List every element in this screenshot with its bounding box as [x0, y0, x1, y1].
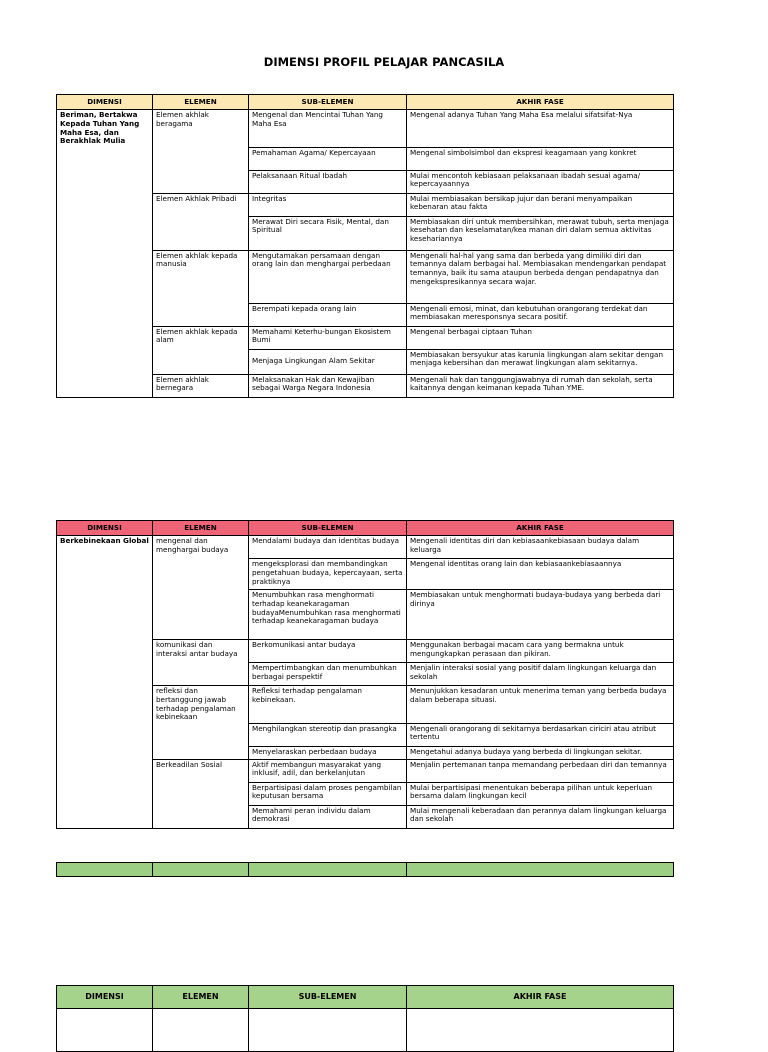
- elemen-cell: [153, 559, 249, 590]
- header-akhir-fase: AKHIR FASE: [407, 986, 674, 1009]
- akhir-fase-cell: Menjalin interaksi sosial yang positif dalam lingkungan keluarga dan sekolah: [407, 663, 674, 686]
- akhir-fase-cell: Mengenali identitas diri dan kebiasaankebiasaan budaya dalam keluarga: [407, 536, 674, 559]
- akhir-fase-cell: Mulai berpartisipasi menentukan beberapa pilihan untuk keperluan bersama dalam lingkungan kecil: [407, 782, 674, 805]
- sub-elemen-cell: mengeksplorasi dan membandingkan pengetahuan budaya, kepercayaan, serta praktiknya: [249, 559, 407, 590]
- dimension-cell: [57, 559, 153, 590]
- header-dimensi: DIMENSI: [57, 986, 153, 1009]
- table-row: [57, 1009, 674, 1052]
- elemen-cell: Berkeadilan Sosial: [153, 759, 249, 782]
- elemen-cell: Elemen Akhlak Pribadi: [153, 193, 249, 216]
- sub-elemen-cell: Memahami Keterhu-bungan Ekosistem Bumi: [249, 326, 407, 349]
- akhir-fase-cell: [407, 1009, 674, 1052]
- akhir-fase-cell: Mulai mengenali keberadaan dan perannya dalam lingkungan keluarga dan sekolah: [407, 805, 674, 828]
- elemen-cell: [153, 1009, 249, 1052]
- sub-elemen-cell: Mendalami budaya dan identitas budaya: [249, 536, 407, 559]
- elemen-cell: Elemen akhlak beragama: [153, 110, 249, 148]
- sub-elemen-cell: Refleksi terhadap pengalaman kebinekaan.: [249, 686, 407, 724]
- sub-elemen-cell: Integritas: [249, 193, 407, 216]
- table-row: [57, 686, 674, 724]
- table-row: [57, 536, 674, 559]
- table-row: [57, 590, 674, 640]
- table-row: [57, 782, 674, 805]
- sub-elemen-cell: Berpartisipasi dalam proses pengambilan keputusan bersama: [249, 782, 407, 805]
- dimension-cell: [57, 805, 153, 828]
- sub-elemen-cell: Menumbuhkan rasa menghormati terhadap keanekaragaman budayaMenumbuhkan rasa menghormati terhadap keanekaragaman budaya: [249, 590, 407, 640]
- dimension-cell: [57, 303, 153, 326]
- table-row: [57, 663, 674, 686]
- dimension-cell: [57, 1009, 153, 1052]
- table-row: [57, 303, 674, 326]
- elemen-cell: [153, 147, 249, 170]
- elemen-cell: Elemen akhlak kepada manusia: [153, 250, 249, 303]
- elemen-cell: refleksi dan bertanggung jawab terhadap pengalaman kebinekaan: [153, 686, 249, 724]
- dimension-cell: [57, 349, 153, 374]
- sub-elemen-cell: Mengutamakan persamaan dengan orang lain dan menghargai perbedaan: [249, 250, 407, 303]
- table-next-dimension: [56, 985, 674, 1052]
- sub-elemen-cell: Pemahaman Agama/ Kepercayaan: [249, 147, 407, 170]
- table-berkebinekaan: [56, 520, 674, 829]
- elemen-cell: [153, 723, 249, 746]
- table-row: [57, 349, 674, 374]
- elemen-cell: [153, 746, 249, 759]
- elemen-cell: mengenal dan menghargai budaya: [153, 536, 249, 559]
- sub-elemen-cell: Pelaksanaan Ritual Ibadah: [249, 170, 407, 193]
- table-row: [57, 216, 674, 250]
- elemen-cell: Elemen akhlak kepada alam: [153, 326, 249, 349]
- sub-elemen-cell: Mempertimbangkan dan menumbuhkan berbagai perspektif: [249, 663, 407, 686]
- akhir-fase-cell: Menunjukkan kesadaran untuk menerima teman yang berbeda budaya dalam beberapa situasi.: [407, 686, 674, 724]
- header-akhir-fase: AKHIR FASE: [407, 521, 674, 536]
- sub-elemen-cell: Berkomunikasi antar budaya: [249, 640, 407, 663]
- dimension-cell: [57, 250, 153, 303]
- table-row: [57, 746, 674, 759]
- table-row: [57, 640, 674, 663]
- header-sub-elemen: SUB-ELEMEN: [249, 95, 407, 110]
- header-sub-elemen: SUB-ELEMEN: [249, 521, 407, 536]
- table-row: [57, 759, 674, 782]
- dimension-cell: Beriman, Bertakwa Kepada Tuhan Yang Maha Esa, dan Berakhlak Mulia: [57, 110, 153, 148]
- elemen-cell: [153, 216, 249, 250]
- table-row: [57, 805, 674, 828]
- header-dimensi: DIMENSI: [57, 521, 153, 536]
- sub-elemen-cell: Menjaga Lingkungan Alam Sekitar: [249, 349, 407, 374]
- elemen-cell: [153, 170, 249, 193]
- header-elemen: ELEMEN: [153, 95, 249, 110]
- sub-elemen-cell: Mengenal dan Mencintai Tuhan Yang Maha Esa: [249, 110, 407, 148]
- dimension-cell: [57, 216, 153, 250]
- sub-elemen-cell: Aktif membangun masyarakat yang inklusif, adil, dan berkelanjutan: [249, 759, 407, 782]
- sub-elemen-cell: Melaksanakan Hak dan Kewajiban sebagai Warga Negara Indonesia: [249, 374, 407, 397]
- header-sub-elemen: SUB-ELEMEN: [249, 986, 407, 1009]
- table-row: [57, 374, 674, 397]
- elemen-cell: [153, 782, 249, 805]
- table-beriman: [56, 94, 674, 398]
- elemen-cell: [153, 805, 249, 828]
- akhir-fase-cell: Mengenali orangorang di sekitarnya berdasarkan ciriciri atau atribut tertentu: [407, 723, 674, 746]
- akhir-fase-cell: Membiasakan bersyukur atas karunia lingkungan alam sekitar dengan menjaga kebersihan dan merawat lingkungan alam sekitarnya.: [407, 349, 674, 374]
- table-row: [57, 110, 674, 148]
- empty-cell: [407, 863, 674, 877]
- dimension-cell: [57, 759, 153, 782]
- sub-elemen-cell: Berempati kepada orang lain: [249, 303, 407, 326]
- table-header-row: [57, 521, 674, 536]
- dimension-cell: [57, 746, 153, 759]
- akhir-fase-cell: Mulai mencontoh kebiasaan pelaksanaan ibadah sesuai agama/ kepercayaannya: [407, 170, 674, 193]
- dimension-cell: [57, 590, 153, 640]
- table-row: [57, 170, 674, 193]
- empty-cell: [249, 863, 407, 877]
- akhir-fase-cell: Mengenal simbolsimbol dan ekspresi keagamaan yang konkret: [407, 147, 674, 170]
- table-row: [57, 326, 674, 349]
- akhir-fase-cell: Membiasakan diri untuk membersihkan, merawat tubuh, serta menjaga kesehatan dan keselamatan/kea manan diri dalam semua aktivitas kesehariannya: [407, 216, 674, 250]
- dimension-cell: [57, 686, 153, 724]
- table-row: [57, 863, 674, 877]
- sub-elemen-cell: Menyelaraskan perbedaan budaya: [249, 746, 407, 759]
- akhir-fase-cell: Mengenal identitas orang lain dan kebiasaankebiasaannya: [407, 559, 674, 590]
- elemen-cell: [153, 349, 249, 374]
- dimension-cell: [57, 326, 153, 349]
- elemen-cell: [153, 303, 249, 326]
- akhir-fase-cell: Mengenali hal-hal yang sama dan berbeda yang dimiliki diri dan temannya dalam berbagai hal. Membiasakan mendengarkan pendapat temannya, baik itu sama ataupun berbeda dengan pendapatnya dan mengekspresikannya secara wajar.: [407, 250, 674, 303]
- header-elemen: ELEMEN: [153, 521, 249, 536]
- page-title: DIMENSI PROFIL PELAJAR PANCASILA: [263, 55, 505, 69]
- table-row: [57, 559, 674, 590]
- dimension-cell: [57, 193, 153, 216]
- akhir-fase-cell: Mengenali hak dan tanggungjawabnya di rumah dan sekolah, serta kaitannya dengan keimanan kepada Tuhan YME.: [407, 374, 674, 397]
- dimension-cell: [57, 782, 153, 805]
- dimension-cell: [57, 170, 153, 193]
- dimension-cell: Berkebinekaan Global: [57, 536, 153, 559]
- dimension-cell: [57, 374, 153, 397]
- table-row: [57, 723, 674, 746]
- sub-elemen-cell: Merawat Diri secara Fisik, Mental, dan Spiritual: [249, 216, 407, 250]
- dimension-cell: [57, 147, 153, 170]
- sub-elemen-cell: [249, 1009, 407, 1052]
- table-row: [57, 147, 674, 170]
- dimension-cell: [57, 723, 153, 746]
- header-dimensi: DIMENSI: [57, 95, 153, 110]
- table-row: [57, 193, 674, 216]
- table-header-row: [57, 986, 674, 1009]
- akhir-fase-cell: Mengenal berbagai ciptaan Tuhan: [407, 326, 674, 349]
- akhir-fase-cell: Menggunakan berbagai macam cara yang bermakna untuk mengungkapkan perasaan dan pikiran.: [407, 640, 674, 663]
- table-row: [57, 250, 674, 303]
- elemen-cell: Elemen akhlak bernegara: [153, 374, 249, 397]
- header-akhir-fase: AKHIR FASE: [407, 95, 674, 110]
- elemen-cell: komunikasi dan interaksi antar budaya: [153, 640, 249, 663]
- akhir-fase-cell: Membiasakan untuk menghormati budaya-budaya yang berbeda dari dirinya: [407, 590, 674, 640]
- dimension-cell: [57, 663, 153, 686]
- akhir-fase-cell: Mengetahui adanya budaya yang berbeda di lingkungan sekitar.: [407, 746, 674, 759]
- akhir-fase-cell: Menjalin pertemanan tanpa memandang perbedaan diri dan temannya: [407, 759, 674, 782]
- akhir-fase-cell: Mengenal adanya Tuhan Yang Maha Esa melalui sifatsifat-Nya: [407, 110, 674, 148]
- empty-cell: [57, 863, 153, 877]
- header-elemen: ELEMEN: [153, 986, 249, 1009]
- empty-cell: [153, 863, 249, 877]
- table-header-row: [57, 95, 674, 110]
- dimension-cell: [57, 640, 153, 663]
- elemen-cell: [153, 663, 249, 686]
- sub-elemen-cell: Menghilangkan stereotip dan prasangka: [249, 723, 407, 746]
- akhir-fase-cell: Mulai membiasakan bersikap jujur dan berani menyampaikan kebenaran atau fakta: [407, 193, 674, 216]
- sub-elemen-cell: Memahami peran individu dalam demokrasi: [249, 805, 407, 828]
- akhir-fase-cell: Mengenali emosi, minat, dan kebutuhan orangorang terdekat dan membiasakan meresponsnya secara positif.: [407, 303, 674, 326]
- table-empty-green: [56, 862, 674, 877]
- elemen-cell: [153, 590, 249, 640]
